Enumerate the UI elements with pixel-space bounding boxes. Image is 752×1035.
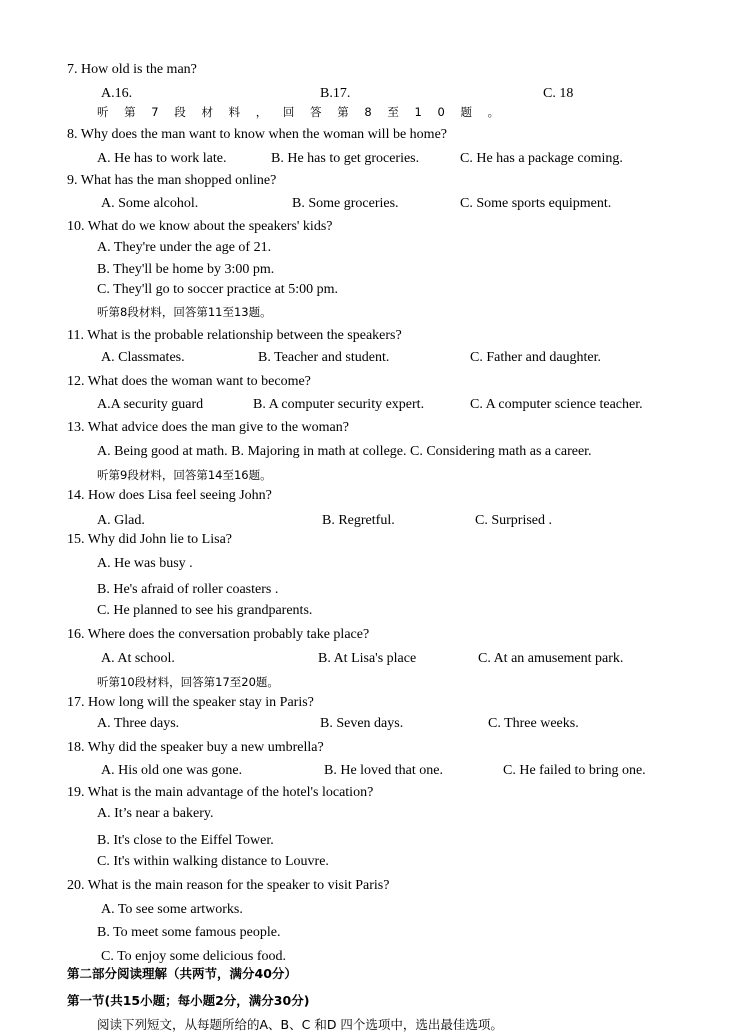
question-13-options: A. Being good at math. B. Majoring in math at college. C. Considering math as a career. bbox=[97, 444, 592, 459]
question-9-option-a: A. Some alcohol. bbox=[101, 196, 199, 211]
question-15-option-b: B. He's afraid of roller coasters . bbox=[97, 582, 279, 597]
question-17-option-c: C. Three weeks. bbox=[488, 716, 579, 731]
question-10-stem: 10. What do we know about the speakers' kids? bbox=[67, 219, 333, 234]
question-18-stem: 18. Why did the speaker buy a new umbrella? bbox=[67, 740, 324, 755]
question-11-option-c: C. Father and daughter. bbox=[470, 350, 602, 365]
question-8-option-b: B. He has to get groceries. bbox=[271, 151, 420, 166]
question-18-option-c: C. He failed to bring one. bbox=[503, 763, 646, 778]
question-16-option-a: A. At school. bbox=[101, 651, 175, 666]
question-14-stem: 14. How does Lisa feel seeing John? bbox=[67, 488, 272, 503]
question-14-option-c: C. Surprised . bbox=[475, 513, 552, 528]
part-2-title: 第二部分阅读理解（共两节，满分40分） bbox=[67, 966, 297, 981]
question-17-stem: 17. How long will the speaker stay in Paris? bbox=[67, 695, 314, 710]
question-19-stem: 19. What is the main advantage of the hotel's location? bbox=[67, 785, 374, 800]
question-12-option-c: C. A computer science teacher. bbox=[470, 397, 643, 412]
question-20-stem: 20. What is the main reason for the speaker to visit Paris? bbox=[67, 878, 390, 893]
question-11-option-a: A. Classmates. bbox=[101, 350, 185, 365]
question-16-option-c: C. At an amusement park. bbox=[478, 651, 624, 666]
question-9-option-b: B. Some groceries. bbox=[292, 196, 399, 211]
question-9-stem: 9. What has the man shopped online? bbox=[67, 173, 277, 188]
question-11-option-b: B. Teacher and student. bbox=[258, 350, 390, 365]
question-17-option-b: B. Seven days. bbox=[320, 716, 404, 731]
question-8-stem: 8. Why does the man want to know when the woman will be home? bbox=[67, 127, 447, 142]
question-17-option-a: A. Three days. bbox=[97, 716, 180, 731]
question-20-option-b: B. To meet some famous people. bbox=[97, 925, 281, 940]
question-8-option-a: A. He has to work late. bbox=[97, 151, 227, 166]
question-13-stem: 13. What advice does the man give to the woman? bbox=[67, 420, 349, 435]
question-19-option-c: C. It's within walking distance to Louvre. bbox=[97, 854, 329, 869]
question-20-option-a: A. To see some artworks. bbox=[101, 902, 243, 917]
instruction-questions-17-20: 听第10段材料，回答第17至20题。 bbox=[97, 675, 279, 689]
question-18-option-b: B. He loved that one. bbox=[324, 763, 443, 778]
question-11-stem: 11. What is the probable relationship between the speakers? bbox=[67, 328, 402, 343]
instruction-questions-14-16: 听第9段材料，回答第14至16题。 bbox=[97, 468, 272, 482]
question-18-option-a: A. His old one was gone. bbox=[101, 763, 243, 778]
question-15-stem: 15. Why did John lie to Lisa? bbox=[67, 532, 232, 547]
question-16-stem: 16. Where does the conversation probably take place? bbox=[67, 627, 370, 642]
question-14-option-b: B. Regretful. bbox=[322, 513, 395, 528]
question-7-stem: 7. How old is the man? bbox=[67, 62, 197, 77]
question-9-option-c: C. Some sports equipment. bbox=[460, 196, 612, 211]
question-14-option-a: A. Glad. bbox=[97, 513, 145, 528]
question-20-option-c: C. To enjoy some delicious food. bbox=[101, 949, 287, 964]
question-19-option-b: B. It's close to the Eiffel Tower. bbox=[97, 833, 274, 848]
question-10-option-b: B. They'll be home by 3:00 pm. bbox=[97, 262, 275, 277]
question-8-option-c: C. He has a package coming. bbox=[460, 151, 623, 166]
question-12-option-b: B. A computer security expert. bbox=[253, 397, 425, 412]
instruction-questions-11-13: 听第8段材料，回答第11至13题。 bbox=[97, 305, 272, 319]
question-10-option-c: C. They'll go to soccer practice at 5:00 pm. bbox=[97, 282, 338, 297]
question-10-option-a: A. They're under the age of 21. bbox=[97, 240, 272, 255]
question-7-option-a: A.16. bbox=[101, 86, 133, 101]
instruction-questions-8-10: 听 第 7 段 材 料 ， 回 答 第 8 至 1 0 题 。 bbox=[97, 105, 506, 119]
question-12-stem: 12. What does the woman want to become? bbox=[67, 374, 311, 389]
question-19-option-a: A. It’s near a bakery. bbox=[97, 806, 214, 821]
question-16-option-b: B. At Lisa's place bbox=[318, 651, 417, 666]
question-15-option-a: A. He was busy . bbox=[97, 556, 193, 571]
question-12-option-a: A.A security guard bbox=[97, 397, 204, 412]
section-1-intro: 阅读下列短文，从每题所给的A、B、C 和D 四个选项中，选出最佳选项。 bbox=[97, 1017, 503, 1032]
question-15-option-c: C. He planned to see his grandparents. bbox=[97, 603, 313, 618]
section-1-title: 第一节(共15小题；每小题2分，满分30分) bbox=[67, 993, 310, 1008]
question-7-option-b: B.17. bbox=[320, 86, 351, 101]
question-7-option-c: C. 18 bbox=[543, 86, 574, 101]
